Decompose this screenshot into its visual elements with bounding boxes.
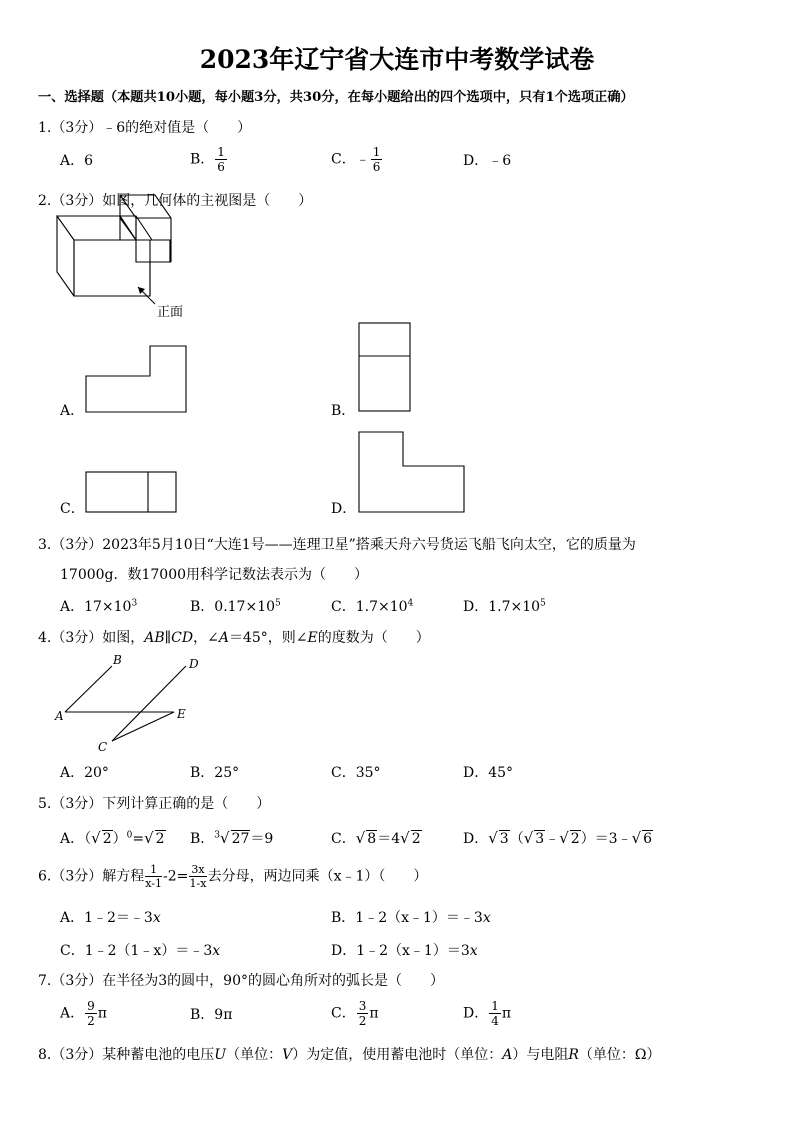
q7-option-a: A． $\frac{9}{2}$ π bbox=[60, 999, 107, 1028]
q7-option-d: D． $\frac{1}{4}$ π bbox=[463, 999, 512, 1028]
question-3-stem-line2: 17000g．数17000用科学记数法表示为（ ） bbox=[60, 567, 369, 583]
question-4-stem: 4.（3分）如图，AB∥CD，∠A＝45°，则∠E的度数为（ ） bbox=[38, 630, 430, 646]
q3-option-a: A．$17\times 10^3$ bbox=[60, 598, 138, 615]
question-5-stem: 5.（3分）下列计算正确的是（ ） bbox=[38, 796, 271, 812]
q4-label-d: D bbox=[189, 657, 199, 671]
q4-option-a: A．20° bbox=[60, 765, 109, 781]
q3-option-b: B．$0.17\times 10^5$ bbox=[190, 598, 281, 615]
question-8-stem: 8.（3分）某种蓄电池的电压U（单位：V）为定值，使用蓄电池时（单位：A）与电阻R（单位：Ω） bbox=[38, 1047, 661, 1063]
q6-option-d: D．1﹣2（x﹣1）＝3x bbox=[331, 943, 478, 959]
q1-option-d: D．﹣6 bbox=[463, 153, 512, 169]
section-heading-choice: 一、选择题（本题共10小题，每小题3分，共30分，在每小题给出的四个选项中，只有1个选项正确） bbox=[38, 90, 634, 105]
q5-option-a: A．（√ 2）$^0$=√ 2 bbox=[60, 829, 165, 847]
question-2-stem: 2.（3分）如图，几何体的主视图是（ ） bbox=[38, 193, 313, 209]
q2-option-a: A． bbox=[60, 403, 85, 419]
question-6-stem: 6.（3分）解方程 $\frac{1}{x-1}$ -2= $\frac{3x}{1-x}$ 去分母，两边同乘（x﹣1）（ ） bbox=[38, 863, 428, 890]
q6-option-a: A．1﹣2＝﹣3x bbox=[60, 910, 161, 926]
q7-option-b: B．9π bbox=[190, 1007, 233, 1023]
q5-option-b: B．$^3$√ 27＝9 bbox=[190, 829, 274, 847]
q1-option-b: B． $\frac{1}{6}$ bbox=[190, 145, 225, 174]
q5-option-c: C．√ 8＝4√ 2 bbox=[331, 829, 421, 847]
q4-label-c: C bbox=[98, 740, 108, 754]
q6-option-b: B．1﹣2（x﹣1）＝﹣3x bbox=[331, 910, 491, 926]
q1-c-fraction: $\frac{1}{6}$ bbox=[372, 145, 381, 174]
q1-option-c: C．﹣ $\frac{1}{6}$ bbox=[331, 145, 381, 174]
q2-option-b: B． bbox=[331, 403, 356, 419]
q7-option-c: C． $\frac{3}{2}$ π bbox=[331, 999, 379, 1028]
page-title: 2023年辽宁省大连市中考数学试卷 bbox=[199, 45, 595, 74]
question-7-stem: 7.（3分）在半径为3的圆中，90°的圆心角所对的弧长是（ ） bbox=[38, 973, 444, 989]
q1-b-fraction: $\frac{1}{6}$ bbox=[217, 145, 225, 174]
q2-option-c: C． bbox=[60, 501, 85, 517]
q3-option-c: C．$1.7\times 10^4$ bbox=[331, 598, 414, 615]
q6-option-c: C．1﹣2（1﹣x）＝﹣3x bbox=[60, 943, 221, 959]
q1-option-a: A．6 bbox=[60, 153, 94, 169]
q3-option-d: D．$1.7\times 10^5$ bbox=[463, 598, 546, 615]
q6-fraction-1: $\frac{1}{x-1}$ bbox=[145, 863, 162, 890]
q4-option-c: C．35° bbox=[331, 765, 381, 781]
q4-option-b: B．25° bbox=[190, 765, 240, 781]
q4-option-d: D．45° bbox=[463, 765, 514, 781]
q2-option-d: D． bbox=[331, 501, 357, 517]
q6-fraction-2: $\frac{3x}{1-x}$ bbox=[189, 863, 207, 890]
q2-front-label: 正面 bbox=[157, 305, 184, 320]
question-1-stem: 1.（3分）﹣6的绝对值是（ ） bbox=[38, 120, 252, 136]
question-3-stem-line1: 3.（3分）2023年5月10日“大连1号——连理卫星”搭乘天舟六号货运飞船飞向太空，它的质量为 bbox=[38, 537, 636, 553]
q4-label-a: A bbox=[55, 709, 64, 723]
q4-label-e: E bbox=[177, 707, 186, 721]
q4-label-b: B bbox=[113, 653, 122, 667]
q5-option-d: D．√ 3（√ 3﹣√ 2）＝3﹣√ 6 bbox=[463, 829, 653, 847]
